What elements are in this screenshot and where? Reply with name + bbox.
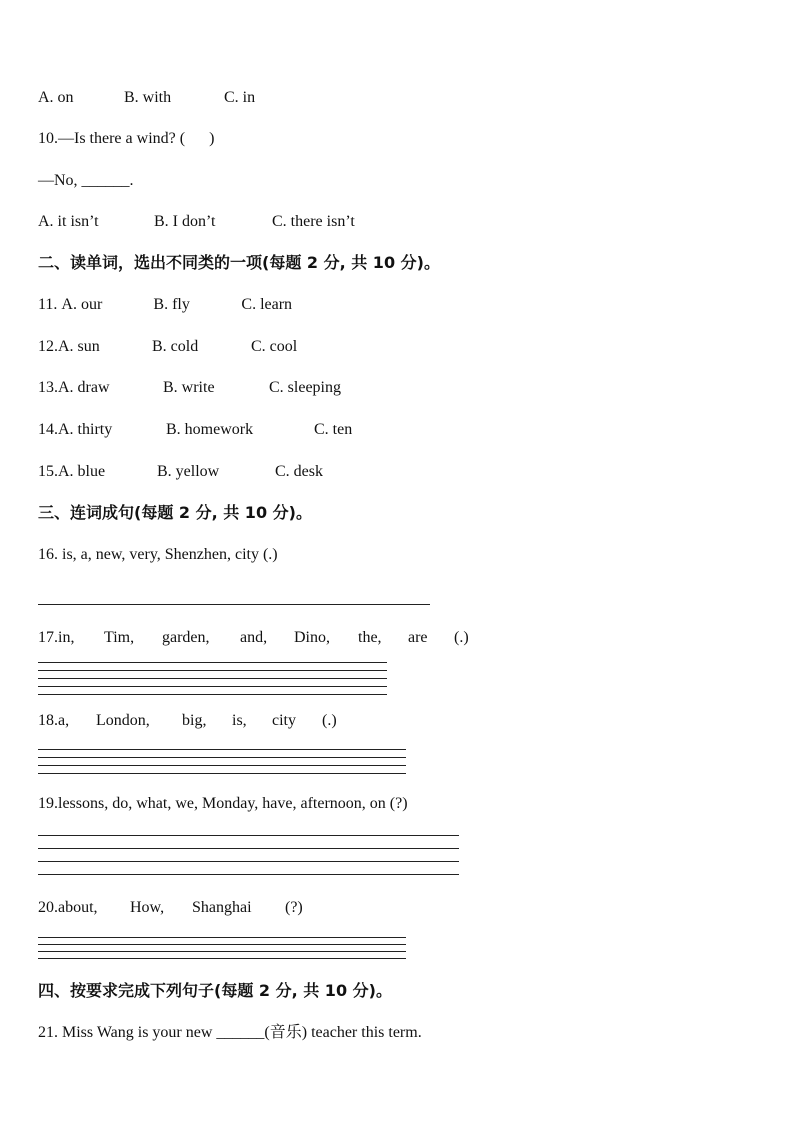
q12-number: 12. [38,338,58,355]
q13 [38,378,341,398]
q18-word: London, [96,712,150,729]
q12 [38,337,297,357]
q20-word: 20.about, [38,899,98,916]
q17-word: 17.in, [38,629,75,646]
q18-word: (.) [322,712,337,729]
q20-word: How, [130,899,165,916]
q17-word: and, [240,629,268,646]
section4-heading: 四、按要求完成下列句子(每题 2 分, 共 10 分)。 [38,981,392,1000]
q18-answer-line [38,749,406,750]
q18-prompt [38,711,337,731]
q20-answer-line [38,958,406,959]
q12-option-a: A. sun [58,338,100,355]
q19-prompt: 19.lessons, do, what, we, Monday, have, afternoon, on (?) [38,795,408,812]
q10-option-b: B. I don’t [154,213,216,230]
q17-prompt [38,628,469,648]
q11-number: 11. [38,296,62,313]
q19-answer-line [38,874,459,875]
q9-option-b: B. with [124,89,172,106]
q9-options [38,88,255,108]
q18-answer-line [38,757,406,758]
q17-word: (.) [454,629,469,646]
q19-answer-line [38,835,459,836]
q13-number: 13. [38,379,58,396]
q19-answer-line [38,848,459,849]
q15-number: 15. [38,463,58,480]
q17-answer-line [38,662,387,663]
q16-prompt: 16. is, a, new, very, Shenzhen, city (.) [38,546,278,563]
q14-option-b: B. homework [166,421,254,438]
q10-option-a: A. it isn’t [38,213,99,230]
q18-answer-line [38,765,406,766]
q14-option-c: C. ten [314,421,353,438]
q20-answer-line [38,944,406,945]
q18-word: city [272,712,296,729]
q16-answer-line [38,604,430,605]
q11-option-a: A. our [61,296,103,313]
q9-option-c: C. in [224,89,256,106]
q10-answer: —No, ______. [38,172,134,189]
q21-prompt: 21. Miss Wang is your new ______(音乐) teacher this term. [38,1024,422,1041]
q17-word: Tim, [104,629,135,646]
q12-option-b: B. cold [152,338,199,355]
q17-answer-line [38,694,387,695]
q17-word: garden, [162,629,210,646]
q17-answer-line [38,670,387,671]
q19-answer-line [38,861,459,862]
q20-prompt [38,898,303,918]
q10-question: 10.—Is there a wind? ( ) [38,130,215,147]
q11-option-c: C. learn [241,296,293,313]
q13-option-a: A. draw [58,379,110,396]
q17-word: the, [358,629,382,646]
q20-word: (?) [285,899,303,916]
q14-option-a: A. thirty [58,421,113,438]
q15-option-c: C. desk [275,463,323,480]
section3-heading: 三、连词成句(每题 2 分, 共 10 分)。 [38,503,312,522]
q15-option-b: B. yellow [157,463,220,480]
q10-options [38,212,355,232]
q14-number: 14. [38,421,58,438]
q17-word: are [408,629,428,646]
q18-word: 18.a, [38,712,70,729]
q20-answer-line [38,951,406,952]
q18-word: is, [232,712,247,729]
q14 [38,420,352,440]
q13-option-c: C. sleeping [269,379,341,396]
q15 [38,462,323,482]
q15-option-a: A. blue [58,463,106,480]
q13-option-b: B. write [163,379,215,396]
q17-answer-line [38,678,387,679]
q11-option-b: B. fly [153,296,190,313]
q12-option-c: C. cool [251,338,298,355]
section2-heading: 二、读单词，选出不同类的一项(每题 2 分, 共 10 分)。 [38,253,440,272]
q20-answer-line [38,937,406,938]
q17-word: Dino, [294,629,330,646]
q11 [38,295,292,315]
q10-option-c: C. there isn’t [272,213,355,230]
q18-word: big, [182,712,207,729]
q18-answer-line [38,773,406,774]
q20-word: Shanghai [192,899,252,916]
q9-option-a: A. on [38,89,74,106]
q17-answer-line [38,686,387,687]
